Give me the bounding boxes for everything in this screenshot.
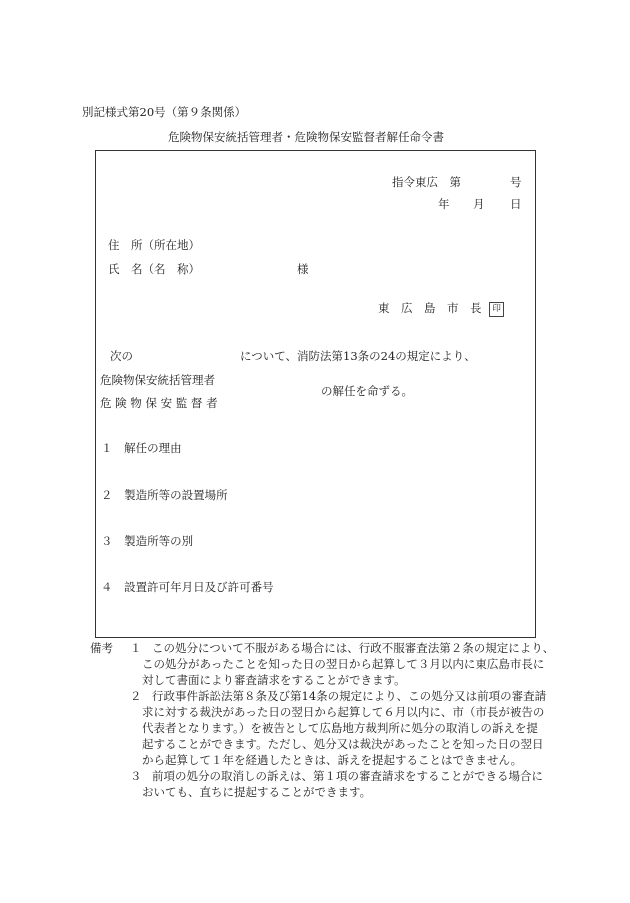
remark-1-line-2: この処分があったことを知った日の翌日から起算して３月以内に東広島市長に <box>142 657 545 671</box>
remark-3-line-2: おいても、直ちに提起することができます。 <box>142 785 372 799</box>
remark-2-line-2: 求に対する裁決があった日の翌日から起算して６月以内に、市（市長が被告の <box>142 705 545 719</box>
remark-1-number: １ <box>130 641 142 655</box>
honorific: 様 <box>297 262 309 276</box>
remark-3-line-1: 前項の処分の取消しの訴えは、第１項の審査請求をすることができる場合に <box>152 769 543 783</box>
seal-mark: 印 <box>489 302 504 317</box>
item-3 <box>101 534 193 548</box>
item-1 <box>101 441 182 455</box>
remark-2-number: ２ <box>130 689 142 703</box>
item-2 <box>101 488 228 502</box>
remark-2-line-5: から起算して１年を経過したときは、訴えを提起することはできません。 <box>142 753 523 767</box>
remark-1-line-3: 対して書面により審査請求をすることができます。 <box>142 673 406 687</box>
body-prefix: 次の <box>110 349 133 363</box>
remarks-label: 備考 <box>90 641 113 655</box>
issuer-line <box>378 301 504 317</box>
name-label: 氏 名（名 称） <box>108 262 200 276</box>
remark-2-line-3: 代表者となります。）を被告として広島地方裁判所に処分の取消しの訴えを提 <box>142 721 538 735</box>
remark-2-line-1: 行政事件訴訟法第８条及び第14条の規定により、この処分又は前項の審査請 <box>152 689 547 703</box>
document-title: 危険物保安統括管理者・危険物保安監督者解任命令書 <box>168 130 444 144</box>
date-day: 日 <box>510 197 522 211</box>
reference-number-suffix: 号 <box>510 175 522 189</box>
role-supervisor: 危 険 物 保 安 監 督 者 <box>100 396 218 410</box>
issuer-name: 東 広 島 市 長 <box>378 301 482 315</box>
item-label: 製造所等の別 <box>124 534 194 548</box>
item-label: 製造所等の設置場所 <box>124 488 228 502</box>
item-label: 解任の理由 <box>124 441 182 455</box>
body-end: の解任を命ずる。 <box>321 384 413 398</box>
item-number: １ <box>101 441 113 455</box>
remark-3-number: ３ <box>130 769 142 783</box>
date-year: 年 <box>438 197 450 211</box>
item-label: 設置許可年月日及び許可番号 <box>124 580 274 594</box>
item-4 <box>101 580 274 594</box>
address-label: 住 所（所在地） <box>108 238 200 252</box>
remark-1-line-1: この処分について不服がある場合には、行政不服審査法第２条の規定により、 <box>152 641 555 655</box>
form-number-label: 別記様式第20号（第９条関係） <box>82 105 247 119</box>
role-general-manager: 危険物保安統括管理者 <box>100 373 215 387</box>
date-month: 月 <box>473 197 485 211</box>
reference-number-prefix: 指令東広 第 <box>392 175 461 189</box>
item-number: ４ <box>101 580 113 594</box>
form-frame <box>95 150 536 638</box>
body-middle: について、消防法第13条の24の規定により、 <box>240 349 476 363</box>
remark-2-line-4: 起することができます。ただし、処分又は裁決があったことを知った日の翌日 <box>142 737 544 751</box>
item-number: ２ <box>101 488 113 502</box>
item-number: ３ <box>101 534 113 548</box>
